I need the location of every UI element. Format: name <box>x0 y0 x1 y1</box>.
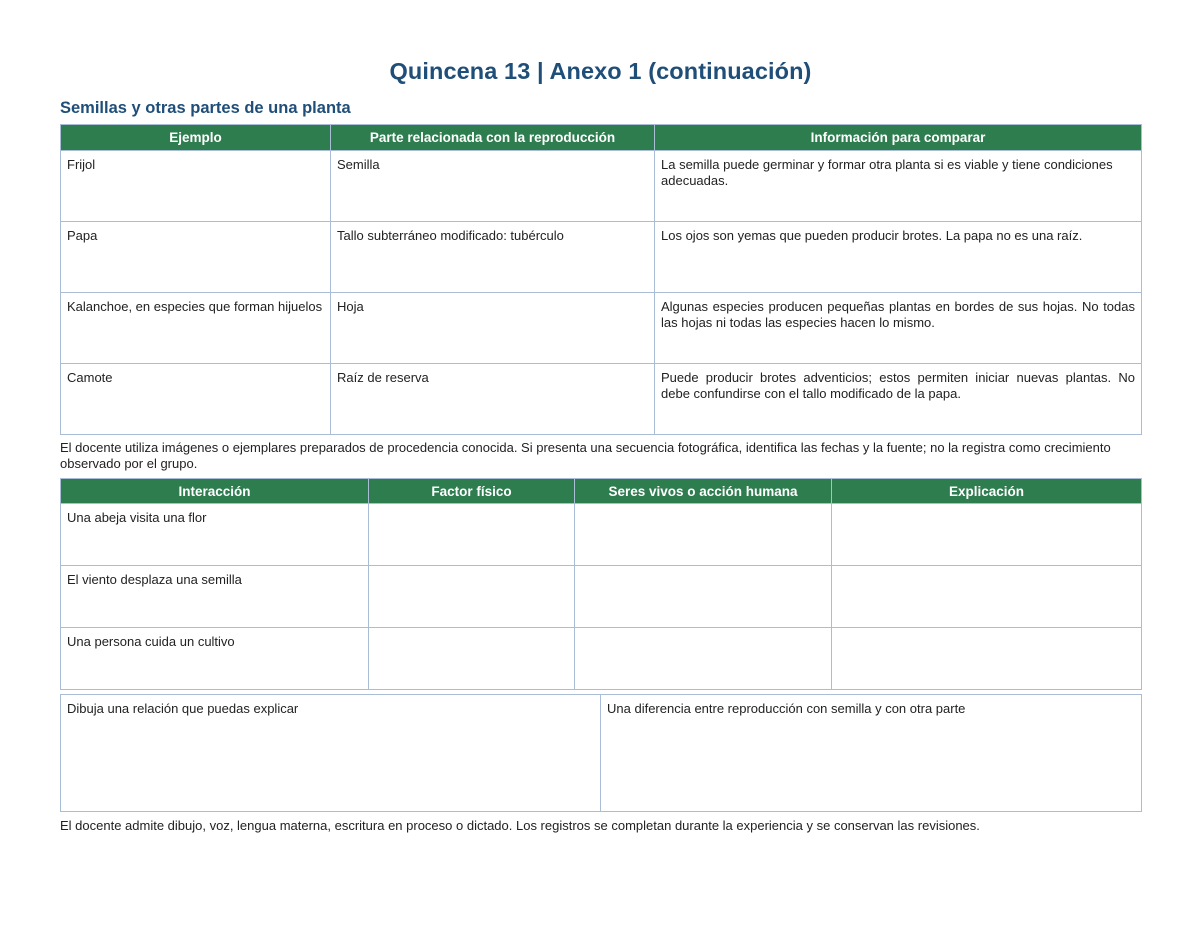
teacher-note: El docente utiliza imágenes o ejemplares preparados de procedencia conocida. Si presenta una secuencia fotográfica, identifica las fechas y la fuente; no la registra como crecimiento observado por el grupo. <box>60 440 1111 471</box>
column-header: Interacción <box>61 479 369 504</box>
part-cell: Hoja <box>331 293 655 364</box>
column-header: Factor físico <box>369 479 575 504</box>
table-row <box>61 695 1142 812</box>
table-header-row <box>61 125 1142 151</box>
example-cell: Frijol <box>61 151 331 222</box>
table-row <box>61 151 1142 222</box>
table-row <box>61 222 1142 293</box>
living-beings-field[interactable] <box>575 504 832 566</box>
plant-parts-table <box>60 124 1142 435</box>
explanation-field[interactable] <box>832 628 1142 690</box>
interaction-cell: Una abeja visita una flor <box>61 504 369 566</box>
interaction-table <box>60 478 1142 690</box>
interaction-cell: Una persona cuida un cultivo <box>61 628 369 690</box>
physical-factor-field[interactable] <box>369 566 575 628</box>
table-row <box>61 364 1142 435</box>
physical-factor-field[interactable] <box>369 504 575 566</box>
example-cell: Camote <box>61 364 331 435</box>
table-row <box>61 628 1142 690</box>
info-cell: Algunas especies producen pequeñas plantas en bordes de sus hojas. No todas las hojas ni todas las especies hacen lo mismo. <box>655 293 1142 364</box>
explanation-field[interactable] <box>832 504 1142 566</box>
table-row <box>61 504 1142 566</box>
living-beings-field[interactable] <box>575 566 832 628</box>
example-cell: Papa <box>61 222 331 293</box>
difference-box[interactable]: Una diferencia entre reproducción con semilla y con otra parte <box>601 695 1142 812</box>
interaction-cell: El viento desplaza una semilla <box>61 566 369 628</box>
column-header: Parte relacionada con la reproducción <box>331 125 655 151</box>
info-cell: Puede producir brotes adventicios; estos permiten iniciar nuevas plantas. No debe confundirse con el tallo modificado de la papa. <box>655 364 1142 435</box>
part-cell: Raíz de reserva <box>331 364 655 435</box>
section-title: Semillas y otras partes de una planta <box>60 99 351 117</box>
column-header: Seres vivos o acción humana <box>575 479 832 504</box>
physical-factor-field[interactable] <box>369 628 575 690</box>
info-cell: La semilla puede germinar y formar otra planta si es viable y tiene condiciones adecuadas. <box>655 151 1142 222</box>
explanation-field[interactable] <box>832 566 1142 628</box>
table-row <box>61 293 1142 364</box>
teacher-note-footer: El docente admite dibujo, voz, lengua materna, escritura en proceso o dictado. Los registros se completan durante la experiencia y se conservan las revisiones. <box>60 818 980 833</box>
part-cell: Semilla <box>331 151 655 222</box>
drawing-box[interactable]: Dibuja una relación que puedas explicar <box>61 695 601 812</box>
info-cell: Los ojos son yemas que pueden producir brotes. La papa no es una raíz. <box>655 222 1142 293</box>
table-header-row <box>61 479 1142 504</box>
column-header: Ejemplo <box>61 125 331 151</box>
page-title: Quincena 13 | Anexo 1 (continuación) <box>389 58 812 84</box>
example-cell: Kalanchoe, en especies que forman hijuelos <box>61 293 331 364</box>
table-row <box>61 566 1142 628</box>
living-beings-field[interactable] <box>575 628 832 690</box>
drawing-table <box>60 694 1142 812</box>
column-header: Explicación <box>832 479 1142 504</box>
part-cell: Tallo subterráneo modificado: tubérculo <box>331 222 655 293</box>
column-header: Información para comparar <box>655 125 1142 151</box>
